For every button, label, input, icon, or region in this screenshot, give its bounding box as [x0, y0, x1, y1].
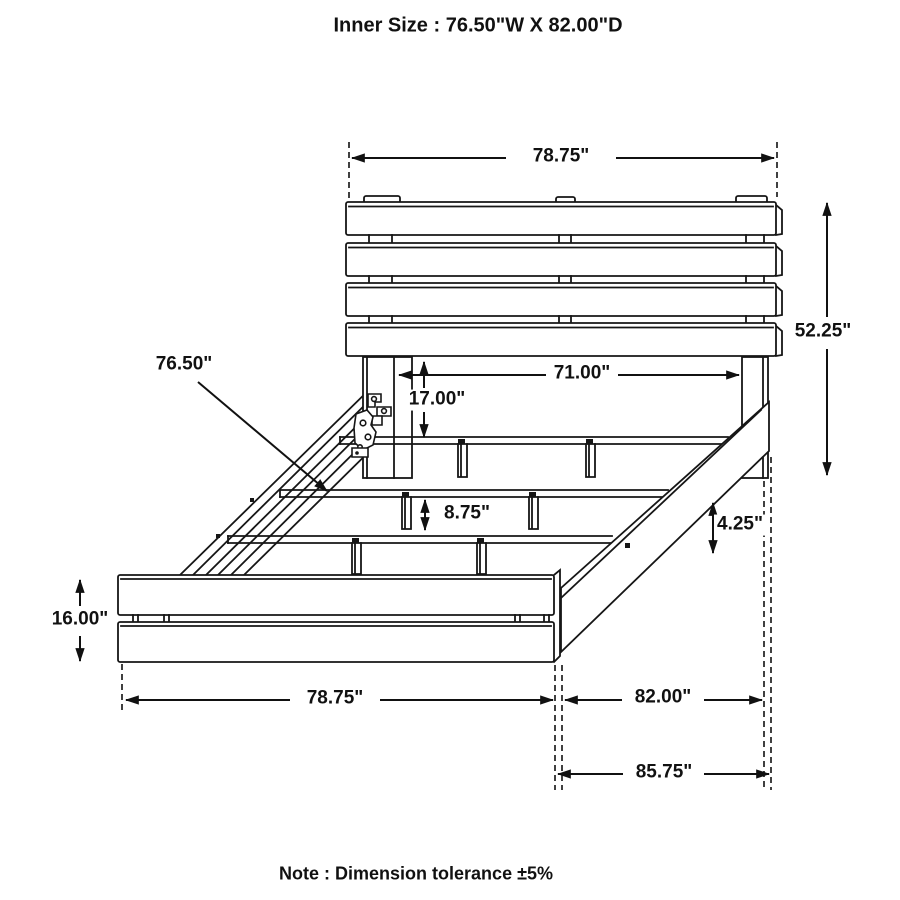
headboard-gap-1 [369, 235, 764, 243]
slat-rail-front [228, 536, 612, 574]
dim-label-slat-leg-height: 8.75" [441, 504, 493, 525]
dim-label-inner-width: 71.00" [551, 364, 614, 385]
headboard-plank-1 [346, 202, 782, 235]
headboard-gap-2 [369, 276, 764, 283]
dim-label-side-rail-length: 76.50" [153, 355, 216, 376]
dim-label-headboard-clearance: 17.00" [406, 390, 469, 411]
dim-label-inner-depth: 82.00" [632, 688, 695, 709]
headboard-gap-3 [369, 316, 764, 323]
headboard-plank-4 [346, 323, 782, 356]
footboard-gap-tabs [133, 615, 549, 622]
dim-side-rail-length-leader [198, 382, 327, 491]
dim-label-side-rail-height: 4.25" [714, 515, 766, 536]
dim-label-total-depth: 85.75" [633, 763, 696, 784]
dim-label-footboard-width: 78.75" [304, 689, 367, 710]
dim-label-headboard-width: 78.75" [530, 147, 593, 168]
dim-label-headboard-height: 52.25" [792, 322, 855, 343]
headboard-plank-2 [346, 243, 782, 276]
headboard-plank-3 [346, 283, 782, 316]
footboard [118, 570, 560, 662]
page-note: Note : Dimension tolerance ±5% [279, 863, 553, 884]
page-title: Inner Size : 76.50"W X 82.00"D [333, 14, 623, 37]
dim-label-footboard-height: 16.00" [49, 610, 112, 631]
headboard [346, 196, 782, 356]
